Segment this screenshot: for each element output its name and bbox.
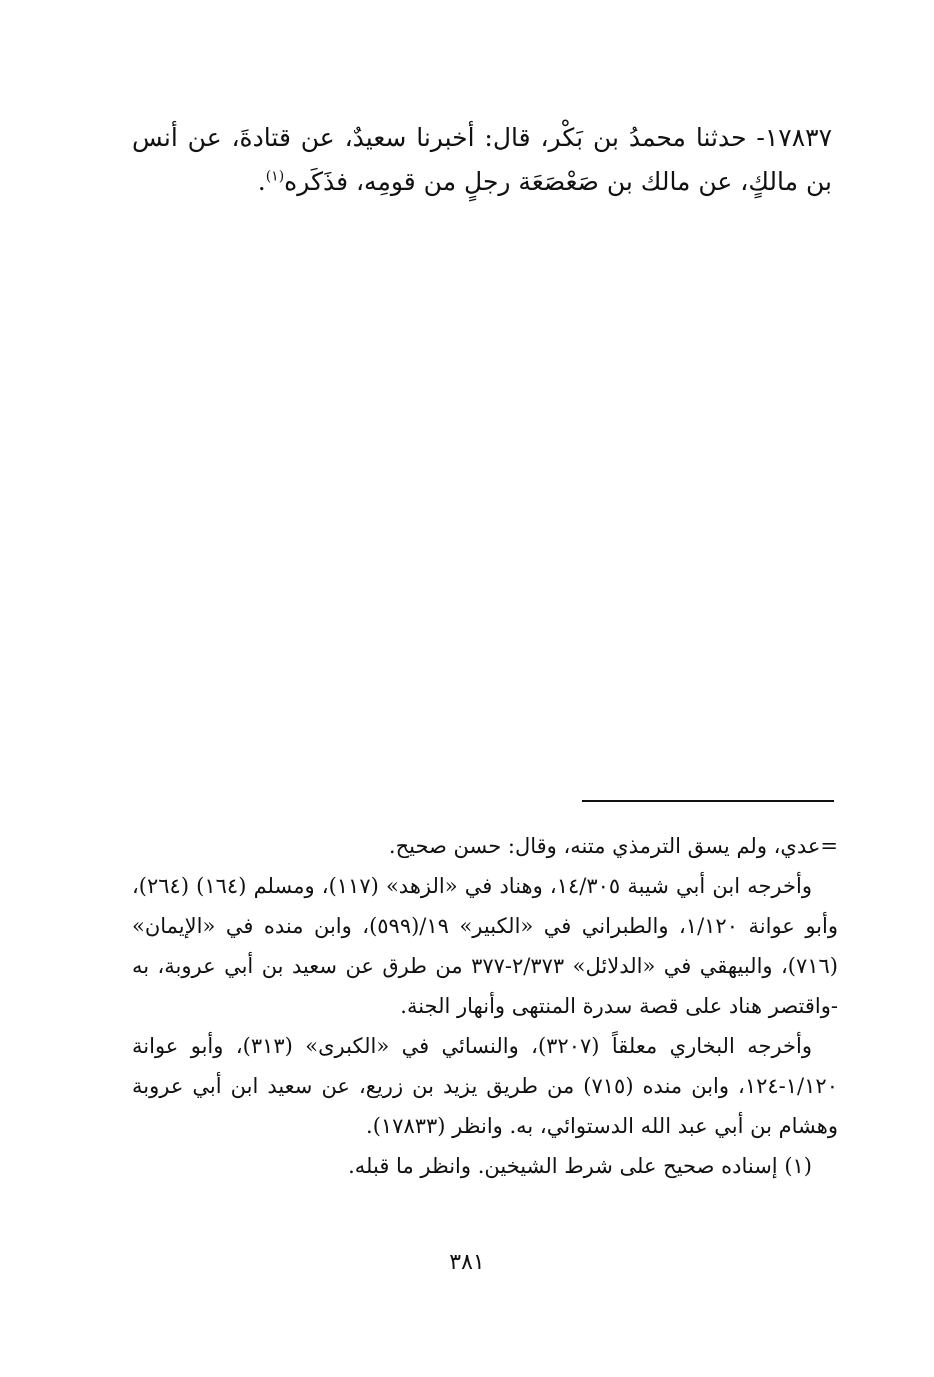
hadith-text [132,116,832,204]
hadith-body: ١٧٨٣٧- حدثنا محمدُ بن بَكْر، قال: أخبرنا سعيدٌ، عن قتادةَ، عن أنس بن مالكٍ، عن مالك بن صَعْصَعَة رجلٍ من قومِه، فذَكَره [132,123,832,196]
hadith-end-punctuation: . [257,167,266,196]
footnote-paragraph: وأخرجه البخاري معلقاً (٣٢٠٧)، والنسائي في «الكبرى» (٣١٣)، وأبو عوانة ١/١٢٠-١٢٤، وابن منده (٧١٥) من طريق يزيد بن زريع، عن سعيد ابن أبي عروبة وهشام بن أبي عبد الله الدستوائي، به. وانظر (١٧٨٣٣). [132,1034,838,1138]
footnote-continuation: =عدي، ولم يسق الترمذي متنه، وقال: حسن صحيح. [388,834,838,858]
footnotes-section [132,826,838,1186]
footnote-note-1: (١) إسناده صحيح على شرط الشيخين. وانظر ما قبله. [348,1154,812,1178]
footnote-separator [582,800,834,802]
page-number: ٣٨١ [449,1250,485,1275]
footnote-paragraph: وأخرجه ابن أبي شيبة ١٤/٣٠٥، وهناد في «الزهد» (١١٧)، ومسلم (١٦٤) (٢٦٤)، وأبو عوانة ١/١٢٠، والطبراني في «الكبير» ١٩/(٥٩٩)، وابن منده في «الإيمان» (٧١٦)، والبيهقي في «الدلائل» ٢/٣٧٣-٣٧٧ من طرق عن سعيد بن أبي عروبة، به -واقتصر هناد على قصة سدرة المنتهى وأنهار الجنة. [132,874,838,1018]
footnote-reference: (١) [265,168,285,185]
